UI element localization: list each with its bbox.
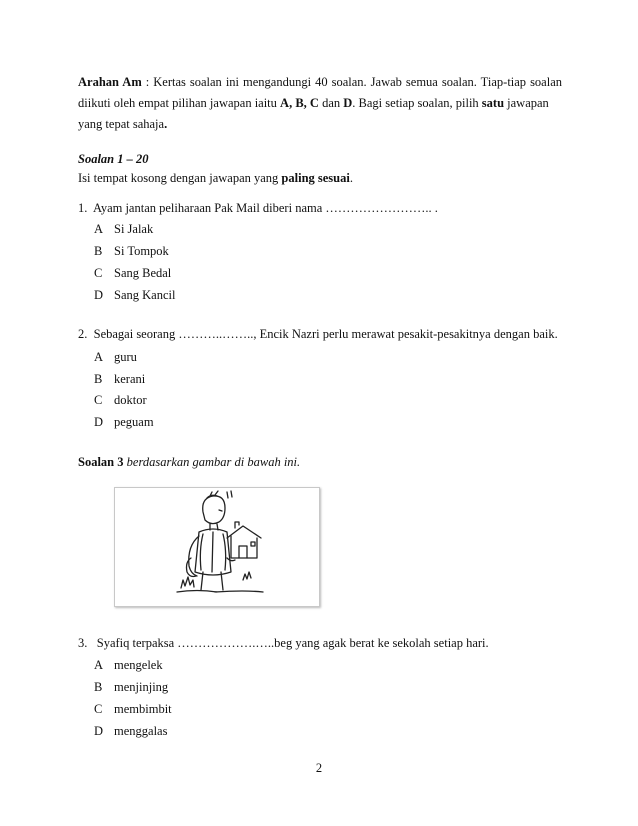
option-2a[interactable] [94,350,137,365]
option-letter: D [94,415,104,429]
instructions-bold-d: D [343,96,353,110]
instructions-bold-letters: A, B, C [280,96,319,110]
instructions-text: . Bagi setiap soalan, pilih [352,96,482,110]
boy-with-backpack-illustration [115,488,319,606]
section-instruction-text: . [349,171,353,185]
option-letter: A [94,222,104,236]
option-text: guru [114,350,137,364]
instructions-text: jawapan [504,96,549,110]
section-instruction [78,171,353,186]
figure-caption-italic: berdasarkan gambar di bawah ini. [123,455,301,469]
option-1d[interactable] [94,288,175,303]
section-title [78,152,149,167]
option-text: menjinjing [114,680,169,694]
general-instructions [78,72,562,114]
instructions-heading: Arahan Am [78,75,142,89]
option-3b[interactable] [94,680,168,695]
question-text: Sebagai seorang ………..…….., Encik Nazri perlu merawat pesakit-pesakitnya dengan baik. [93,327,558,341]
option-text: membimbit [114,702,172,716]
option-text: Sang Kancil [114,288,176,302]
page-number: 2 [315,761,323,775]
question-2 [78,327,558,342]
option-letter: B [94,680,103,694]
section-title-text: Soalan 1 – 20 [78,152,149,166]
option-letter: C [94,702,103,716]
option-letter: C [94,393,103,407]
option-letter: C [94,266,103,280]
option-2d[interactable] [94,415,154,430]
figure-caption [78,455,300,470]
option-letter: B [94,372,103,386]
question-number: 1. [78,201,88,215]
instructions-text: dan [318,96,344,110]
option-text: mengelek [114,658,163,672]
question-text: Ayam jantan peliharaan Pak Mail diberi nama …………………….. . [92,201,438,215]
option-1b[interactable] [94,244,169,259]
option-text: doktor [114,393,147,407]
option-text: kerani [114,372,146,386]
option-letter: A [94,658,104,672]
instructions-period: . [164,117,168,131]
option-3d[interactable] [94,724,167,739]
question-number: 3. [78,636,88,650]
option-text: peguam [114,415,154,429]
option-letter: D [94,288,104,302]
option-text: Si Jalak [114,222,154,236]
option-1c[interactable] [94,266,171,281]
section-instruction-text: Isi tempat kosong dengan jawapan yang [78,171,282,185]
option-text: menggalas [114,724,168,738]
option-2c[interactable] [94,393,147,408]
question-1 [78,201,438,216]
option-letter: D [94,724,104,738]
option-text: Si Tompok [114,244,169,258]
illustration-frame [114,487,320,607]
figure-caption-bold: Soalan 3 [78,455,124,469]
instructions-bold-satu: satu [481,96,505,110]
instructions-last-line [78,117,167,132]
section-instruction-bold: paling sesuai [281,171,350,185]
instructions-text: : Kertas soalan ini mengandungi 40 soalan. Jawab semua soalan. Tiap-tiap soalan diikuti oleh empat pilihan jawapan iaitu [78,75,563,110]
option-3a[interactable] [94,658,163,673]
question-text: Syafiq terpaksa ……………….…..beg yang agak berat ke sekolah setiap hari. [96,636,489,650]
option-letter: A [94,350,104,364]
question-number: 2. [78,327,88,341]
option-3c[interactable] [94,702,172,717]
option-text: Sang Bedal [114,266,172,280]
option-1a[interactable] [94,222,153,237]
instructions-text: yang tepat sahaja [78,117,165,131]
question-3 [78,636,489,651]
option-letter: B [94,244,103,258]
option-2b[interactable] [94,372,145,387]
